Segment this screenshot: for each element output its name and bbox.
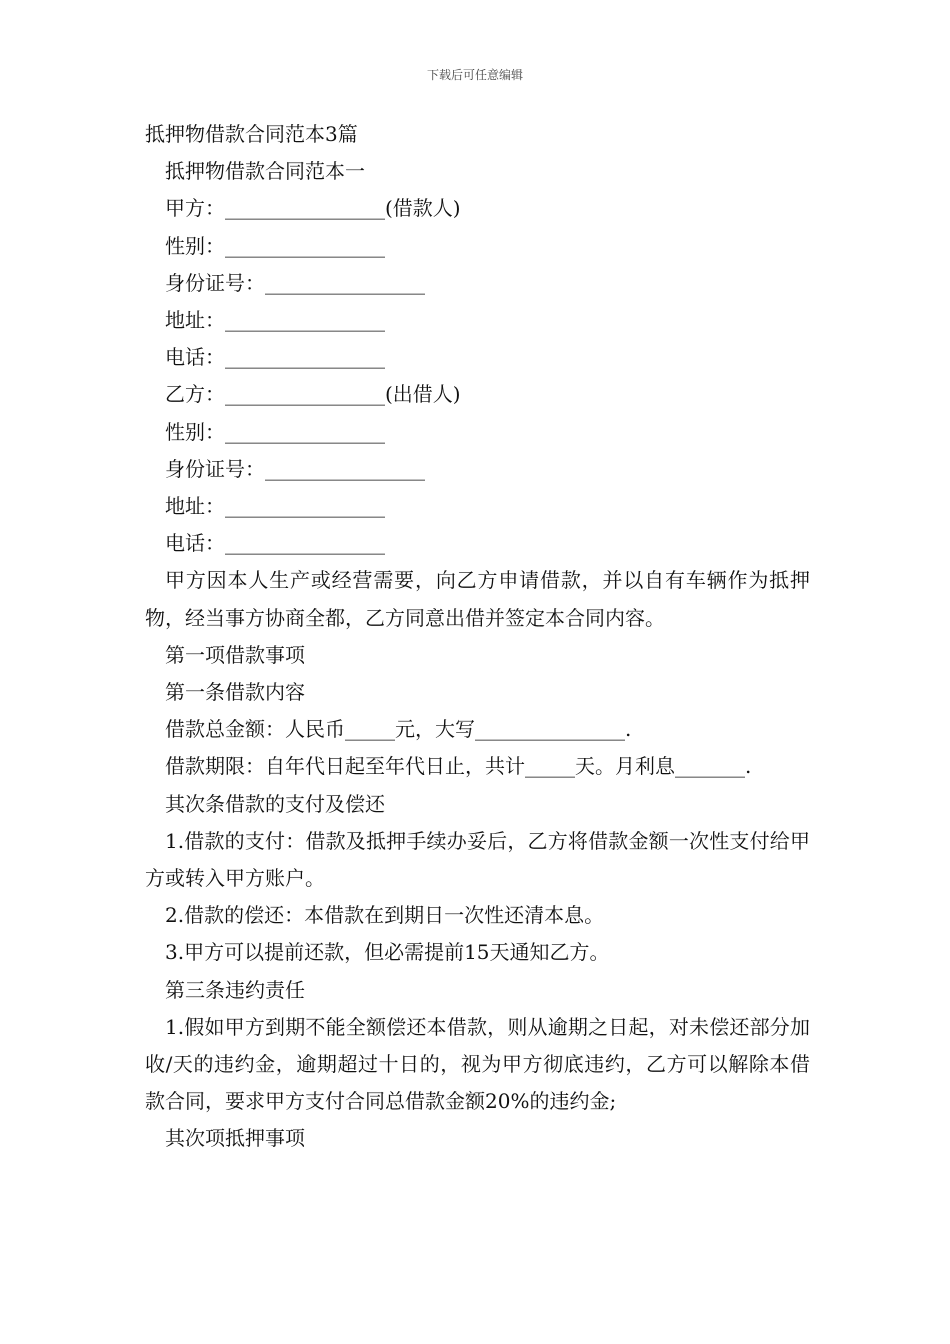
party-a-address-field: 地址：________________ bbox=[165, 308, 385, 333]
party-b-address-field: 地址：________________ bbox=[165, 494, 385, 519]
party-b-phone-field: 电话：________________ bbox=[165, 531, 385, 556]
loan-amount-clause: 借款总金额：人民币_____元，大写_______________. bbox=[165, 717, 632, 742]
article-3-item-1: 1.假如甲方到期不能全额偿还本借款，则从逾期之日起，对未偿还部分加收/天的违约金，逾期超过十日的，视为甲方彻底违约，乙方可以解除本借款合同，要求甲方支付合同总借款金额20%的违约金; bbox=[145, 1014, 810, 1114]
document-body bbox=[145, 116, 810, 1158]
party-a-name-field: 甲方：________________(借款人) bbox=[165, 196, 461, 221]
article-2-heading: 其次条借款的支付及偿还 bbox=[165, 791, 385, 816]
page-header-note: 下载后可任意编辑 bbox=[426, 68, 523, 82]
article-1-heading: 第一条借款内容 bbox=[165, 680, 305, 705]
party-a-id-field: 身份证号：________________ bbox=[165, 270, 425, 295]
article-2-item-3: 3.甲方可以提前还款，但必需提前15天通知乙方。 bbox=[165, 940, 610, 965]
document-title: 抵押物借款合同范本3篇 bbox=[145, 122, 358, 146]
party-b-name-field: 乙方：________________(出借人) bbox=[165, 382, 461, 407]
party-b-gender-field: 性别：________________ bbox=[165, 419, 385, 444]
party-a-gender-field: 性别：________________ bbox=[165, 233, 385, 258]
section-2-heading: 其次项抵押事项 bbox=[165, 1126, 305, 1151]
article-2-item-2: 2.借款的偿还：本借款在到期日一次性还清本息。 bbox=[165, 903, 605, 928]
party-b-id-field: 身份证号：________________ bbox=[165, 456, 425, 481]
document-subtitle: 抵押物借款合同范本一 bbox=[165, 159, 365, 184]
article-2-item-1: 1.借款的支付：借款及抵押手续办妥后，乙方将借款金额一次性支付给甲方或转入甲方账户。 bbox=[145, 828, 810, 891]
party-a-phone-field: 电话：________________ bbox=[165, 345, 385, 370]
intro-paragraph: 甲方因本人生产或经营需要，向乙方申请借款，并以自有车辆作为抵押物，经当事方协商全都，乙方同意出借并签定本合同内容。 bbox=[145, 568, 810, 630]
article-3-heading: 第三条违约责任 bbox=[165, 977, 305, 1002]
loan-term-clause: 借款期限：自年代日起至年代日止，共计_____天。月利息_______. bbox=[165, 754, 752, 779]
section-1-heading: 第一项借款事项 bbox=[165, 642, 305, 667]
